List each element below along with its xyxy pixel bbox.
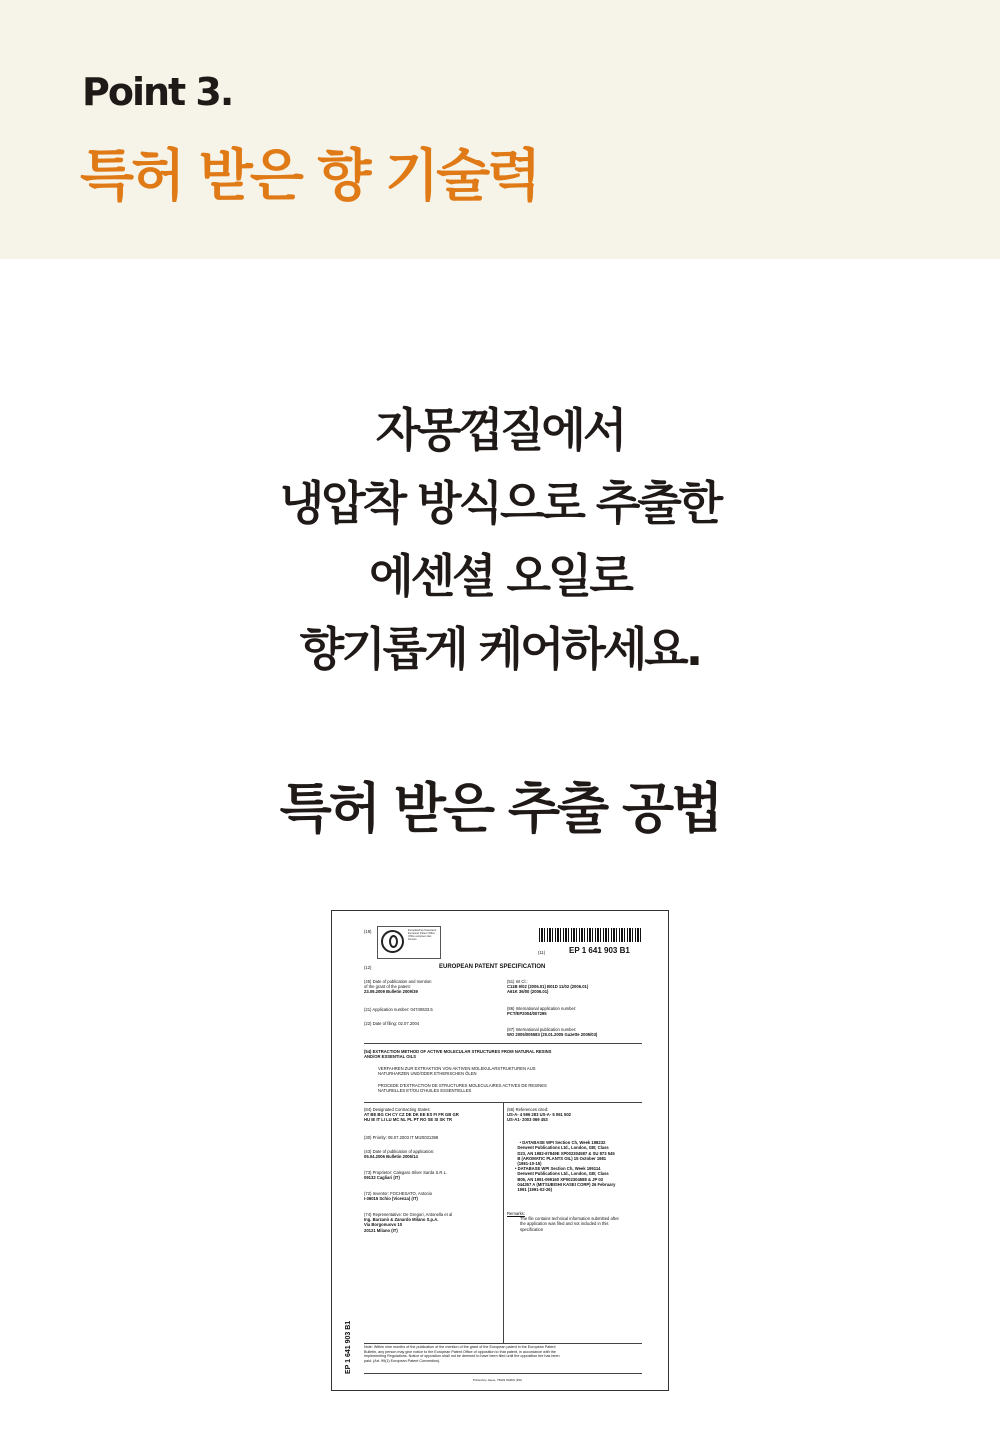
patent-document-image (331, 910, 669, 1391)
divider (364, 1343, 642, 1344)
point-title: 특허 받은 향 기술력 (80, 144, 539, 209)
field-22: (22) Date of filing: 02.07.2004 (364, 1021, 420, 1026)
field-21: (21) Application number: 04740633.5 (364, 1007, 433, 1012)
field-87: (87) International publication number: WO 2005/005583 (20.01.2005 Gazette 2005/03) (507, 1027, 598, 1038)
field-74: (74) Representative: De Gregori, Antonella et al Ing. Barzanò & Zanardo Milano S.p.A. Via Borgonuovo 10 20121 Milano (IT) (364, 1212, 453, 1233)
tag-11: (11) (538, 950, 546, 955)
point-label: Point 3. (82, 70, 233, 114)
field-30: (30) Priority: 08.07.2003 IT MI20031398 (364, 1135, 439, 1140)
column-divider (503, 1103, 504, 1343)
field-56: (56) References cited: US-A- 4 596 283 US-A- 5 061 502 US-A1- 2003 069 453 (507, 1107, 572, 1123)
description-block (0, 394, 1000, 686)
barcode (539, 928, 643, 942)
opposition-note: Note: Within nine months of the publication of the mention of the grant of the European patent in the European Patent Bulletin, any person may give notice to the European Patent Office of opposition to that patent, in accordance with the Implementing Regulations. Notice of opposition shall not be deemed to have been filed until the opposition fee has been paid. (Art. 99(1) European Patent Convention). (364, 1345, 560, 1363)
field-72: (72) Inventor: FOCHESATO, Antonio I-36015 Schio (Vicenza) (IT) (364, 1191, 433, 1202)
field-45: (45) Date of publication and mention of the grant of the patent: 23.09.2009 Bulletin 2009/39 (364, 979, 432, 995)
field-86: (86) International application number: PCT/EP2004/007295 (507, 1006, 577, 1017)
tag-12: (12) (364, 965, 372, 970)
description-line: 에센셜 오일로 (369, 549, 631, 603)
references-list: • DATABASE WPI Section Ch, Week 198232 Derwent Publications Ltd., London, GB; Class D23, AN 1982-67849E XP002304587 & SU 873 545 B (AROMATIC PLANTS OIL) 15 October 1981 (1981-10-15) • DATABASE WPI Section Ch, Week 199114 Derwent Publications Ltd., London, GB; Class B05, AN 1991-099160 XP002304588 & JP 03 044357 A (MITSUBISHI KASEI CORP) 26 February 1991 (1991-02-26) (515, 1140, 616, 1193)
field-51: (51) Int Cl.: C11B 9/02 (2006.01) B01D 11/02 (2006.01) A61K 36/00 (2006.01) (507, 979, 589, 995)
tag-19: (19) (364, 929, 372, 934)
title-german: VERFAHREN ZUR EXTRAKTION VON AKTIVEN MOLEKULARSTRUKTUREN AUS NATURHARZEN UND/ODER ETHERISCHEN ÖLEN (378, 1066, 536, 1077)
side-patent-number: EP 1 641 903 B1 (345, 1320, 352, 1374)
epo-logo (377, 926, 441, 959)
patent-number: EP 1 641 903 B1 (569, 946, 630, 955)
epo-logo-icon (381, 930, 404, 953)
doc-type: EUROPEAN PATENT SPECIFICATION (439, 964, 546, 970)
office-names: Europäisches Patentamt European Patent Office Office européen des brevets (408, 929, 437, 942)
method-title: 특허 받은 추출 공법 (279, 777, 721, 840)
field-84: (84) Designated Contracting States: AT BE BG CH CY CZ DE DK EE ES FI FR GB GR HU IE IT LI LU MC NL PL PT RO SE SI SK TR (364, 1107, 459, 1123)
field-43: (43) Date of publication of application: 05.04.2006 Bulletin 2006/14 (364, 1149, 435, 1160)
field-73: (73) Proprietor: Calegaro Silver Sarda S.R.L. 09132 Cagliari (IT) (364, 1170, 448, 1181)
description-line: 향기롭게 케어하세요. (299, 622, 701, 676)
description-line: 자몽껍질에서 (375, 403, 625, 457)
divider (364, 1373, 642, 1374)
title-french: PROCEDE D'EXTRACTION DE STRUCTURES MOLECULAIRES ACTIVES DE RESINES NATURELLES ET/OU D'HUILES ESSENTIELLES (378, 1083, 547, 1094)
printer-line: Printed by Jouve, 75001 PARIS (FR) (473, 1378, 522, 1382)
remarks: Remarks: The file contains technical information submitted after the application was filed and not included in this specification (507, 1211, 619, 1232)
divider (364, 1043, 642, 1044)
field-54: (54) EXTRACTION METHOD OF ACTIVE MOLECULAR STRUCTURES FROM NATURAL RESINS AND/OR ESSENTIAL OILS (364, 1049, 552, 1060)
hero-banner (0, 0, 1000, 259)
description-line: 냉압착 방식으로 추출한 (279, 476, 721, 530)
